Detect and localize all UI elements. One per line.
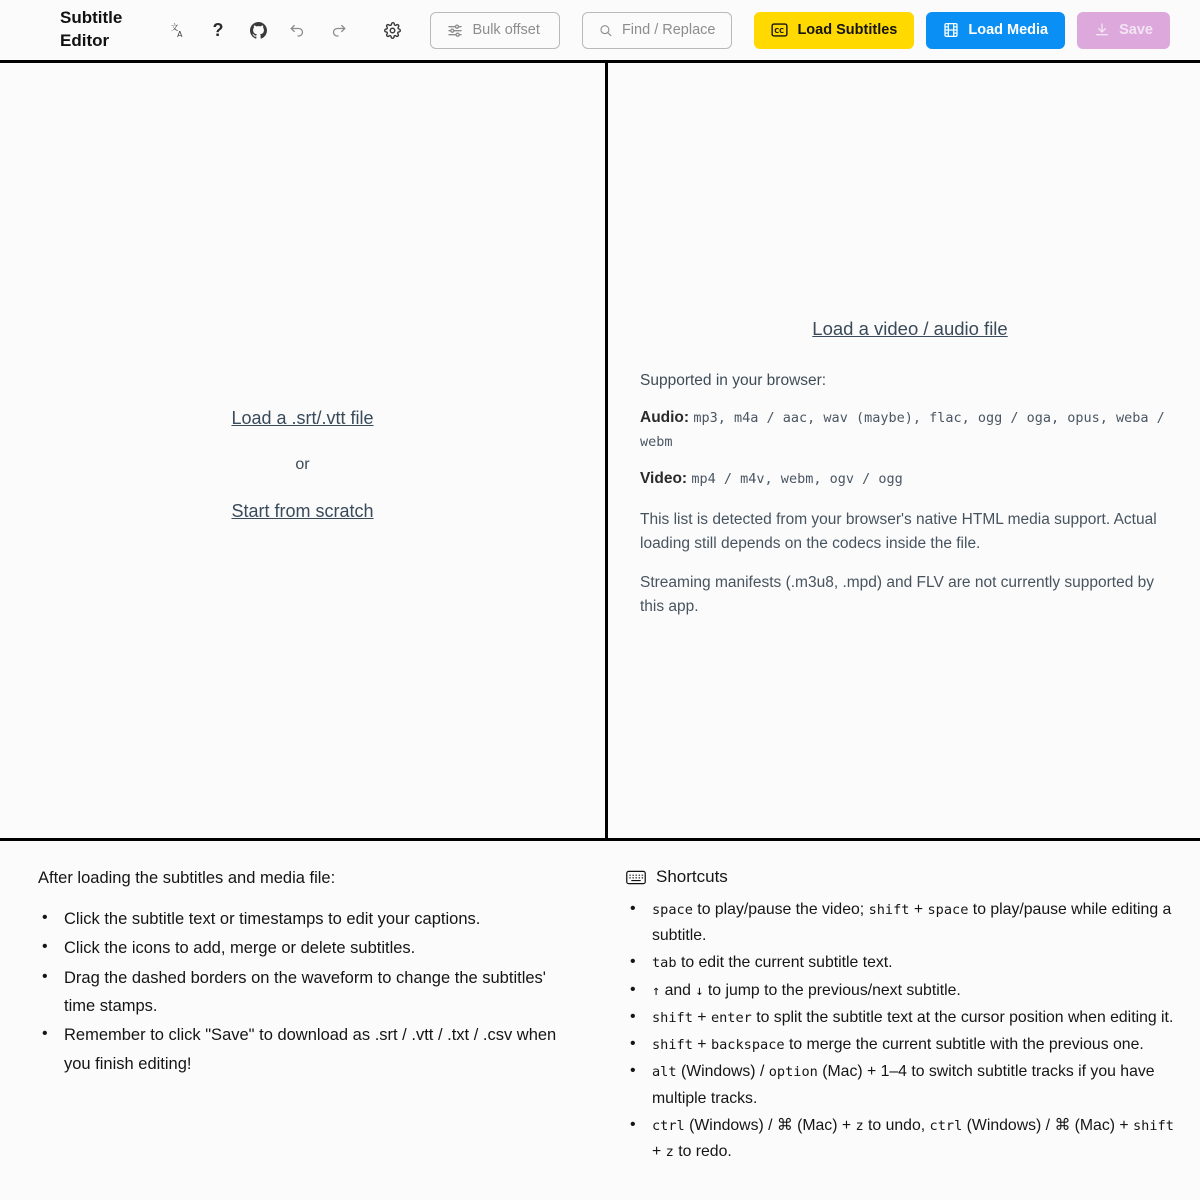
app-header <box>0 0 1200 63</box>
media-title-row <box>640 318 1180 340</box>
find-replace-placeholder: Find / Replace <box>621 22 716 38</box>
list-item: • Drag the dashed borders on the waveform to change the subtitles' time stamps. <box>38 964 580 1021</box>
key-ctrl: ctrl <box>652 1117 685 1134</box>
usage-instructions-panel <box>0 841 608 1200</box>
subtitle-empty-state <box>0 408 605 522</box>
film-strip-icon <box>943 22 959 38</box>
usage-list <box>38 905 580 1078</box>
key-option: option <box>768 1064 818 1081</box>
video-formats: mp4 / m4v, webm, ogv / ogg <box>691 471 903 488</box>
load-subtitles-button[interactable] <box>754 12 914 49</box>
media-pane <box>608 63 1200 838</box>
search-icon <box>599 23 613 38</box>
usage-heading: After loading the subtitles and media file: <box>38 869 336 887</box>
key-alt: alt <box>652 1064 677 1081</box>
key-arrow-down: ↓ <box>695 982 704 999</box>
video-formats-row <box>640 467 1180 491</box>
media-note-2: Streaming manifests (.m3u8, .mpd) and FLV are not currently supported by this app. <box>640 574 1155 616</box>
list-item: • space to play/pause the video; shift + space to play/pause while editing a subtitle. <box>626 897 1182 949</box>
shortcuts-heading: Shortcuts <box>656 867 728 886</box>
audio-label: Audio: <box>640 409 690 427</box>
save-button[interactable] <box>1077 12 1170 49</box>
github-icon[interactable] <box>238 13 278 47</box>
key-space: space <box>652 902 693 918</box>
list-item: • ctrl (Windows) / ⌘ (Mac) + z to undo, ctrl (Windows) / ⌘ (Mac) + shift + z to redo. <box>626 1113 1182 1165</box>
keyboard-icon <box>626 870 646 885</box>
key-z: z <box>855 1117 864 1134</box>
svg-text:文: 文 <box>170 22 179 32</box>
find-replace-input[interactable] <box>582 12 732 49</box>
main-split <box>0 63 1200 838</box>
key-shift-3: shift <box>652 1037 693 1054</box>
svg-text:CC: CC <box>774 26 785 35</box>
shortcuts-heading-row <box>626 867 1182 887</box>
save-label: Save <box>1119 22 1153 38</box>
media-empty-state <box>608 63 1200 619</box>
key-shift-2: shift <box>652 1009 693 1026</box>
key-z-2: z <box>665 1143 674 1160</box>
key-shift-4: shift <box>1133 1117 1174 1134</box>
load-media-label: Load Media <box>968 22 1049 38</box>
key-space-2: space <box>927 902 969 918</box>
undo-icon[interactable] <box>278 13 318 47</box>
bottom-help-area <box>0 838 1200 1200</box>
list-item: • ↑ and ↓ to jump to the previous/next subtitle. <box>626 978 1182 1004</box>
help-glyph: ? <box>212 20 224 40</box>
load-subtitles-label: Load Subtitles <box>797 22 898 38</box>
settings-gear-icon[interactable] <box>372 13 412 47</box>
list-item: • Click the subtitle text or timestamps to edit your captions. <box>38 905 580 933</box>
or-separator-label: or <box>295 456 310 473</box>
list-item: • tab to edit the current subtitle text. <box>626 950 1182 976</box>
svg-text:A: A <box>176 29 182 39</box>
start-from-scratch-link[interactable]: Start from scratch <box>231 501 374 521</box>
key-backspace: backspace <box>710 1037 785 1054</box>
shortcuts-panel <box>608 841 1200 1200</box>
sliders-icon <box>447 22 463 38</box>
translate-icon[interactable] <box>158 13 198 47</box>
subtitle-pane <box>0 63 608 838</box>
list-item: • shift + backspace to merge the current subtitle with the previous one. <box>626 1032 1182 1058</box>
list-item: • alt (Windows) / option (Mac) + 1–4 to switch subtitle tracks if you have multiple tracks. <box>626 1059 1182 1111</box>
audio-formats-row <box>640 406 1180 454</box>
redo-icon[interactable] <box>318 13 358 47</box>
load-srt-vtt-link[interactable]: Load a .srt/.vtt file <box>231 408 374 428</box>
supported-heading: Supported in your browser: <box>640 372 827 389</box>
video-label: Video: <box>640 470 688 488</box>
key-ctrl-2: ctrl <box>929 1117 963 1134</box>
closed-caption-icon <box>771 23 788 37</box>
page-title: Subtitle Editor <box>60 8 123 50</box>
key-arrow-up: ↑ <box>652 982 661 999</box>
help-icon[interactable] <box>198 13 238 47</box>
list-item: • Click the icons to add, merge or delete subtitles. <box>38 934 580 962</box>
key-enter: enter <box>710 1009 752 1026</box>
audio-formats: mp3, m4a / aac, wav (maybe), flac, ogg / oga, opus, weba / webm <box>640 410 1165 451</box>
media-note-1: This list is detected from your browser's native HTML media support. Actual loading still depends on the codecs inside the file. <box>640 511 1157 553</box>
load-media-button[interactable] <box>926 12 1065 49</box>
key-shift: shift <box>868 902 910 918</box>
download-icon <box>1094 22 1110 38</box>
list-item: • Remember to click "Save" to download as .srt / .vtt / .txt / .csv when you finish editing! <box>38 1021 580 1078</box>
shortcuts-list <box>626 897 1182 1165</box>
list-item: • shift + enter to split the subtitle text at the cursor position when editing it. <box>626 1005 1182 1031</box>
key-tab: tab <box>652 955 677 972</box>
bulk-offset-label: Bulk offset <box>472 22 540 38</box>
load-video-audio-link[interactable]: Load a video / audio file <box>812 318 1008 339</box>
header-icon-row <box>158 13 412 47</box>
bulk-offset-button[interactable] <box>430 12 560 49</box>
